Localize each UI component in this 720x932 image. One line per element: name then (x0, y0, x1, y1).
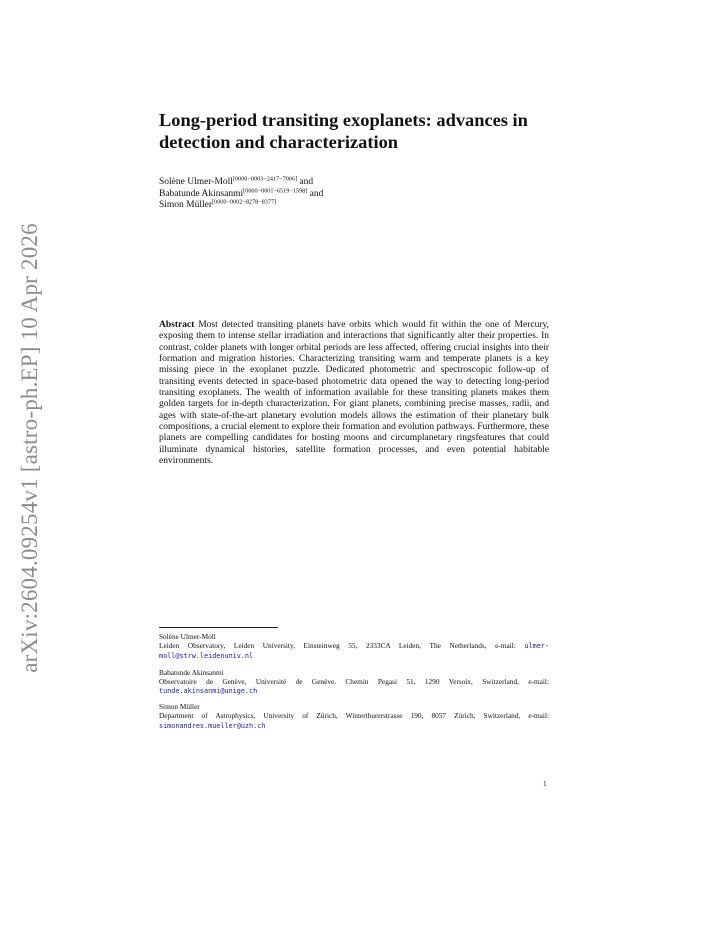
affiliation-address: Observatoire de Genève, Université de Genève. Chemin Pegasi 51, 1290 Versoix, Switzerland, e-mail: tunde.akinsanmi@unige.ch (159, 676, 549, 696)
affiliation-author: Simon Müller (159, 702, 200, 712)
author-name: Simon Müller (159, 200, 213, 211)
affiliation-block (159, 632, 549, 662)
author-list (159, 177, 549, 212)
arxiv-identifier: arXiv:2604.09254v1 [astro-ph.EP] 10 Apr 2026 (17, 223, 42, 673)
affiliation-address: Leiden Observatory, Leiden University, Einsteinweg 55, 2333CA Leiden, The Netherlands, e-mail: ulmer-moll@strw.leidenuniv.nl (159, 641, 549, 661)
affiliation-block (159, 702, 549, 731)
affiliation-author: Babatunde Akinsanmi (159, 667, 224, 677)
author-name: Solène Ulmer-Moll (159, 177, 233, 187)
author-orcid: [0000−0002−8278−8377] (212, 198, 277, 206)
email-link[interactable]: ulmer-moll@strw.leidenuniv.nl (159, 642, 549, 661)
author-orcid: [0000−0001−6519−1598] (243, 187, 308, 195)
email-link[interactable]: tunde.akinsanmi@unige.ch (159, 687, 258, 696)
affiliation-address: Department of Astrophysics, University of Zürich, Winterthurerstrasse 190, 8057 Zürich, Switzerland, e-mail: simonandres.mueller@uzh.ch (159, 711, 549, 730)
email-link[interactable]: simonandres.mueller@uzh.ch (159, 721, 266, 730)
abstract-text: Most detected transiting planets have orbits which would fit within the one of Mercury, exposing them to intense stellar irradiation and interactions that significantly alter their properties. In contrast, colder planets with longer orbital periods are less affected, offering crucial insights into their formation and migration histories. Characterizing transiting warm and temperate planets is a key missing piece in the exoplanet puzzle. Dedicated photometric and spectroscopic follow-up of transiting events detected in space-based photometric data opened the way to detecting long-period transiting exoplanets. The wealth of information available for these transiting planets makes them golden targets for in-depth characterization. For giant planets, combining precise masses, radii, and ages with state-of-the-art planetary evolution models allows the estimation of their planetary bulk compositions, a crucial element to explore their formation and evolution pathways. Furthermore, these planets are compelling candidates for hosting moons and circumplanetary ringsfeatures that could illuminate dynamical histories, satellite formation processes, and even potential habitable environments. (159, 320, 550, 467)
affiliation-block (159, 668, 549, 697)
author-line (159, 177, 549, 189)
author-line (159, 200, 549, 212)
affiliations (159, 632, 549, 737)
paper-title: Long-period transiting exoplanets: advances in detection and characterization (159, 110, 528, 152)
abstract-label: Abstract (159, 320, 195, 330)
footnote-divider (159, 627, 278, 628)
abstract (159, 320, 549, 467)
author-separator: and (307, 188, 324, 199)
affiliation-author: Solène Ulmer-Moll (159, 632, 216, 641)
author-orcid: [0000−0003−2417−7006] (232, 175, 298, 183)
page-number: 1 (543, 779, 547, 788)
author-separator: and (297, 177, 314, 187)
arxiv-sidebar (10, 223, 50, 673)
author-name: Babatunde Akinsanmi (159, 188, 244, 199)
